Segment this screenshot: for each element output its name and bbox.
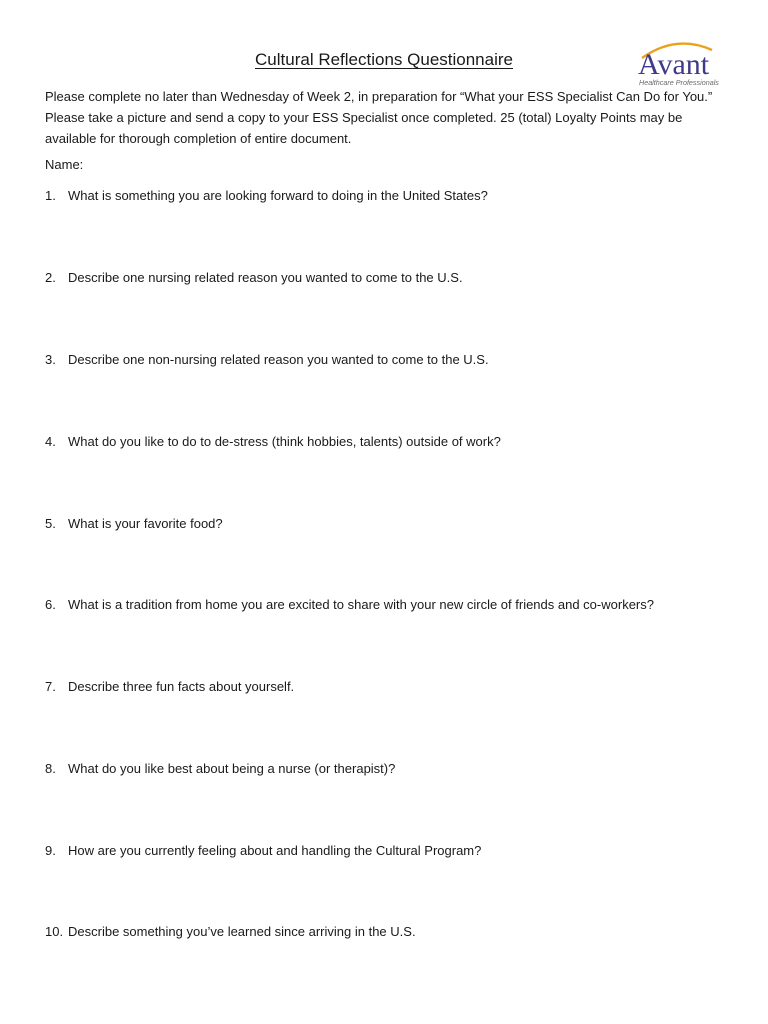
question-item [45, 761, 735, 776]
question-number: 2. [45, 270, 56, 285]
question-text: What is your favorite food? [68, 516, 223, 531]
question-text: Describe one nursing related reason you wanted to come to the U.S. [68, 270, 463, 285]
name-field-label: Name: [45, 157, 84, 172]
logo-wordmark: Avant [638, 48, 710, 81]
question-number: 3. [45, 352, 56, 367]
question-item [45, 924, 735, 939]
question-text: What do you like to do to de-stress (think hobbies, talents) outside of work? [68, 434, 501, 449]
question-item [45, 597, 735, 612]
instructions-paragraph: Please complete no later than Wednesday of Week 2, in preparation for “What your ESS Specialist Can Do for You.” Please take a picture and send a copy to your ESS Specialist once completed. 25 (total) Loyalty Points may be available for thorough completion of entire document. [45, 89, 713, 146]
question-text: How are you currently feeling about and handling the Cultural Program? [68, 843, 482, 858]
question-number: 9. [45, 843, 56, 858]
question-item [45, 843, 735, 858]
question-number: 7. [45, 679, 56, 694]
question-text: Describe one non-nursing related reason you wanted to come to the U.S. [68, 352, 489, 367]
question-number: 10. [45, 924, 64, 939]
question-item [45, 270, 735, 285]
question-text: Describe three fun facts about yourself. [68, 679, 295, 694]
logo-mark [636, 40, 726, 88]
question-item [45, 352, 735, 367]
question-number: 1. [45, 188, 56, 203]
question-text: What do you like best about being a nurse (or therapist)? [68, 761, 396, 776]
question-item [45, 434, 735, 449]
logo-tagline: Healthcare Professionals [639, 78, 719, 87]
question-text: What is something you are looking forward to doing in the United States? [68, 188, 488, 203]
question-number: 8. [45, 761, 56, 776]
question-number: 6. [45, 597, 56, 612]
question-number: 4. [45, 434, 56, 449]
question-item [45, 188, 735, 203]
page-title: Cultural Reflections Questionnaire [255, 50, 513, 69]
question-text: What is a tradition from home you are excited to share with your new circle of friends and co-workers? [68, 597, 654, 612]
question-number: 5. [45, 516, 56, 531]
question-item [45, 516, 735, 531]
question-item [45, 679, 735, 694]
avant-logo [636, 40, 726, 88]
question-text: Describe something you’ve learned since arriving in the U.S. [68, 924, 416, 939]
